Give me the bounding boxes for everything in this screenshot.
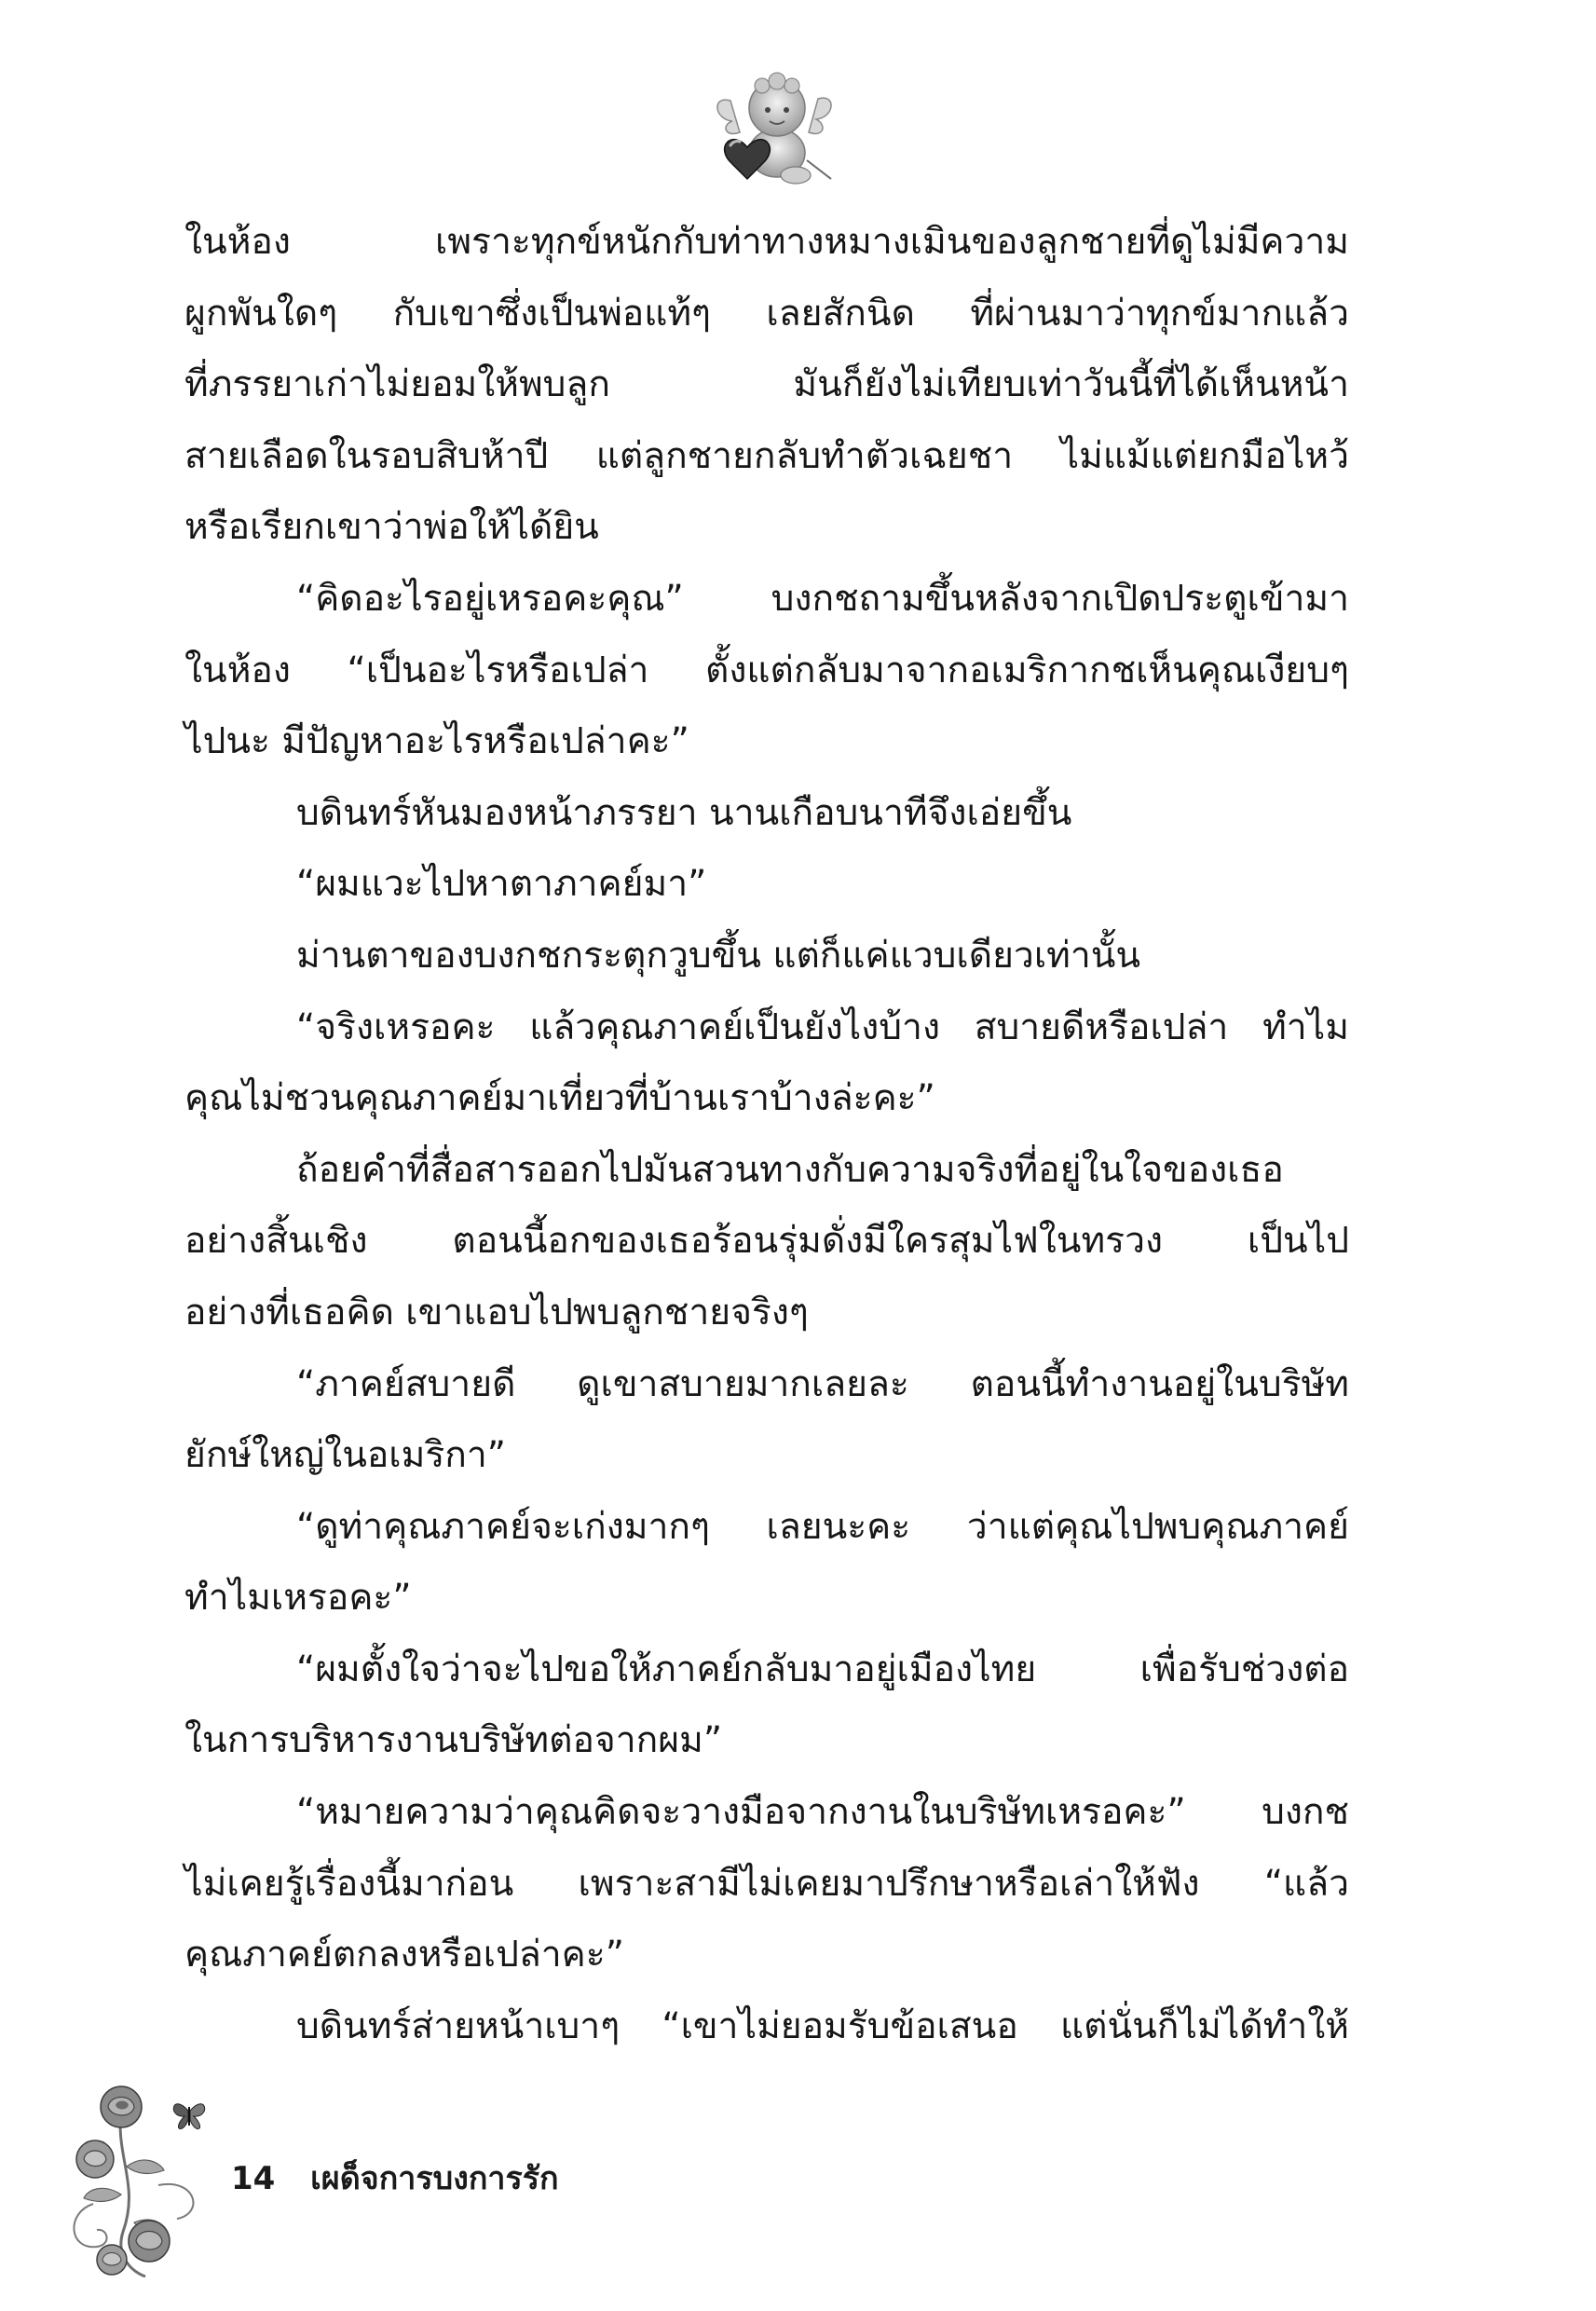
text-line: คุณไม่ชวนคุณภาคย์มาเที่ยวที่บ้านเราบ้างล่ะคะ” [184, 1077, 935, 1120]
text-line: “ดูท่าคุณภาคย์จะเก่งมากๆ เลยนะคะ ว่าแต่คุณไปพบคุณภาคย์ [296, 1505, 1349, 1548]
text-line: อย่างที่เธอคิด เขาแอบไปพบลูกชายจริงๆ [184, 1291, 809, 1333]
text-line: “ภาคย์สบายดี ดูเขาสบายมากเลยละ ตอนนี้ทำงานอยู่ในบริษัท [296, 1362, 1349, 1405]
text-line: “จริงเหรอคะ แล้วคุณภาคย์เป็นยังไงบ้าง สบายดีหรือเปล่า ทำไม [296, 1005, 1349, 1048]
text-line: ไม่เคยรู้เรื่องนี้มาก่อน เพราะสามีไม่เคยมาปรึกษาหรือเล่าให้ฟัง “แล้ว [184, 1862, 1349, 1905]
text-line: บดินทร์ส่ายหน้าเบาๆ “เขาไม่ยอมรับข้อเสนอ แต่นั่นก็ไม่ได้ทำให้ [296, 2004, 1349, 2047]
text-line: ม่านตาของบงกชกระตุกวูบขึ้น แต่ก็แค่แวบเดียวเท่านั้น [296, 934, 1141, 977]
book-title: เผด็จการบงการรัก [310, 2160, 559, 2197]
text-line: ยักษ์ใหญ่ในอเมริกา” [184, 1434, 506, 1477]
text-line: สายเลือดในรอบสิบห้าปี แต่ลูกชายกลับทำตัวเฉยชา ไม่แม้แต่ยกมือไหว้ [184, 434, 1349, 477]
text-line: “ผมแวะไปหาตาภาคย์มา” [296, 863, 707, 906]
text-line: ผูกพันใดๆ กับเขาซึ่งเป็นพ่อแท้ๆ เลยสักนิด ที่ผ่านมาว่าทุกข์มากแล้ว [184, 292, 1349, 335]
text-line: บดินทร์หันมองหน้าภรรยา นานเกือบนาทีจึงเอ่ยขึ้น [296, 791, 1072, 834]
cherub-with-heart-icon [710, 67, 839, 190]
text-line: “หมายความว่าคุณคิดจะวางมือจากงานในบริษัทเหรอคะ” บงกช [296, 1791, 1349, 1834]
page-number: 14 [231, 2160, 276, 2197]
body-text [184, 207, 1349, 2062]
text-line: หรือเรียกเขาว่าพ่อให้ได้ยิน [184, 506, 599, 549]
text-line: “คิดอะไรอยู่เหรอคะคุณ” บงกชถามขึ้นหลังจากเปิดประตูเข้ามา [296, 577, 1349, 620]
page-footer [231, 2153, 559, 2203]
text-line: ในห้อง “เป็นอะไรหรือเปล่า ตั้งแต่กลับมาจากอเมริกากชเห็นคุณเงียบๆ [184, 649, 1349, 691]
text-line: ที่ภรรยาเก่าไม่ยอมให้พบลูก มันก็ยังไม่เทียบเท่าวันนี้ที่ได้เห็นหน้า [184, 363, 1349, 406]
text-line: “ผมตั้งใจว่าจะไปขอให้ภาคย์กลับมาอยู่เมืองไทย เพื่อรับช่วงต่อ [296, 1648, 1349, 1690]
rose-bouquet-with-butterfly-icon [56, 2073, 214, 2283]
text-line: ทำไมเหรอคะ” [184, 1577, 412, 1620]
text-line: ถ้อยคำที่สื่อสารออกไปมันสวนทางกับความจริงที่อยู่ในใจของเธอ [296, 1148, 1284, 1191]
text-line: ในห้อง เพราะทุกข์หนักกับท่าทางหมางเมินของลูกชายที่ดูไม่มีความ [184, 221, 1349, 263]
text-line: ในการบริหารงานบริษัทต่อจากผม” [184, 1719, 723, 1762]
text-line: ไปนะ มีปัญหาอะไรหรือเปล่าคะ” [184, 720, 689, 763]
text-line: อย่างสิ้นเชิง ตอนนี้อกของเธอร้อนรุ่มดั่งมีใครสุมไฟในทรวง เป็นไป [184, 1220, 1349, 1263]
text-line: คุณภาคย์ตกลงหรือเปล่าคะ” [184, 1934, 624, 1976]
